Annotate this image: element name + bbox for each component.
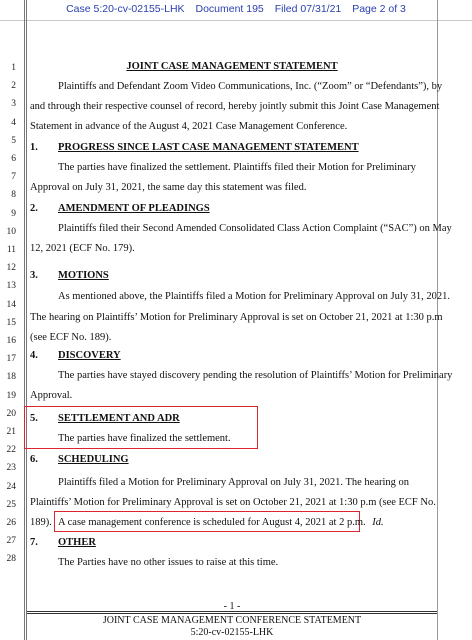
body-line: Plaintiffs’ Motion for Preliminary Approval is set on October 21, 2021 at 1:30 p.m (see ECF No. bbox=[30, 497, 436, 508]
line-number: 15 bbox=[6, 317, 16, 328]
section-number: 7. bbox=[30, 537, 38, 548]
document-title: JOINT CASE MANAGEMENT STATEMENT bbox=[126, 61, 338, 72]
line-number: 16 bbox=[6, 336, 16, 346]
line-number: 22 bbox=[6, 445, 16, 456]
header-document: Document 195 bbox=[195, 3, 264, 15]
conference-sentence: A case management conference is scheduled for August 4, 2021 at 2 p.m. bbox=[58, 517, 366, 528]
header-filed: Filed 07/31/21 bbox=[274, 3, 342, 15]
header-page: Page 2 of 3 bbox=[352, 3, 406, 15]
page-number: - 1 - bbox=[223, 601, 241, 612]
section-number: 1. bbox=[30, 142, 38, 153]
body-line: The parties have finalized the settlement. Plaintiffs filed their Motion for Preliminary bbox=[58, 162, 416, 173]
section-heading: OTHER bbox=[58, 537, 96, 548]
section-heading: SCHEDULING bbox=[58, 454, 129, 465]
line-number: 3 bbox=[11, 99, 16, 110]
line-number: 4 bbox=[11, 117, 16, 128]
line-number: 2 bbox=[11, 81, 16, 92]
line-number: 9 bbox=[11, 208, 16, 219]
line-number: 5 bbox=[11, 135, 16, 146]
section-number: 4. bbox=[30, 350, 38, 361]
line-number: 19 bbox=[6, 390, 16, 401]
footer-rule bbox=[27, 611, 437, 612]
section-number: 3. bbox=[30, 270, 38, 281]
intro-line: Plaintiffs and Defendant Zoom Video Communications, Inc. (“Zoom” or “Defendants”), by bbox=[58, 81, 443, 92]
line-number: 14 bbox=[6, 299, 16, 310]
footer-title: JOINT CASE MANAGEMENT CONFERENCE STATEMENT bbox=[102, 615, 362, 626]
body-line: As mentioned above, the Plaintiffs filed a Motion for Preliminary Approval on July 31, 2021. bbox=[58, 291, 451, 302]
footer-rule bbox=[27, 613, 437, 614]
intro-line: and through their respective counsel of record, hereby jointly submit this Joint Case Management bbox=[30, 101, 440, 112]
line-number: 20 bbox=[6, 408, 16, 419]
line-number: 18 bbox=[6, 372, 16, 383]
body-line: The parties have finalized the settlement. bbox=[58, 433, 231, 444]
line-number: 17 bbox=[6, 354, 16, 365]
section-heading: SETTLEMENT AND ADR bbox=[58, 413, 180, 424]
line-number: 26 bbox=[6, 518, 16, 528]
section-number: 5. bbox=[30, 413, 38, 424]
line-number: 11 bbox=[6, 245, 16, 255]
line-number: 24 bbox=[6, 481, 16, 492]
footer-case-number: 5:20-cv-02155-LHK bbox=[190, 627, 274, 638]
body-line: Approval. bbox=[30, 390, 73, 401]
section-heading: AMENDMENT OF PLEADINGS bbox=[58, 203, 210, 214]
line-number: 23 bbox=[6, 463, 16, 474]
line-number: 7 bbox=[11, 172, 16, 183]
line-number: 12 bbox=[6, 263, 16, 274]
line-number: 6 bbox=[11, 154, 16, 164]
body-line: Plaintiffs filed a Motion for Preliminary Approval on July 31, 2021. The hearing on bbox=[58, 477, 410, 488]
section-number: 2. bbox=[30, 203, 38, 214]
line-number: 13 bbox=[6, 281, 16, 292]
section-heading: MOTIONS bbox=[58, 270, 109, 281]
id-citation: Id. bbox=[372, 517, 384, 528]
body-line: The Parties have no other issues to raise at this time. bbox=[58, 557, 279, 568]
line-number: 25 bbox=[6, 499, 16, 510]
section-heading: PROGRESS SINCE LAST CASE MANAGEMENT STATEMENT bbox=[58, 142, 359, 153]
body-line: (see ECF No. 189). bbox=[30, 332, 112, 343]
line-number: 10 bbox=[6, 226, 16, 237]
body-line: Plaintiffs filed their Second Amended Consolidated Class Action Complaint (“SAC”) on May bbox=[58, 223, 452, 234]
line-number: 28 bbox=[6, 554, 16, 565]
body-line: 189). bbox=[30, 517, 52, 528]
body-line: The parties have stayed discovery pending the resolution of Plaintiffs’ Motion for Preliminary bbox=[58, 370, 453, 381]
line-number: 1 bbox=[11, 63, 16, 73]
line-number: 21 bbox=[6, 427, 16, 437]
intro-line: Statement in advance of the August 4, 2021 Case Management Conference. bbox=[30, 121, 348, 132]
header-case: Case 5:20-cv-02155-LHK bbox=[66, 3, 185, 15]
body-line: Approval on July 31, 2021, the same day this statement was filed. bbox=[30, 182, 307, 193]
line-number: 27 bbox=[6, 536, 16, 547]
body-line: The hearing on Plaintiffs’ Motion for Preliminary Approval is set on October 21, 2021 at 1:30 p.m bbox=[30, 312, 443, 323]
line-number: 8 bbox=[11, 190, 16, 201]
section-heading: DISCOVERY bbox=[58, 350, 121, 361]
body-line: 12, 2021 (ECF No. 179). bbox=[30, 243, 135, 254]
section-number: 6. bbox=[30, 454, 38, 465]
body-line-highlighted bbox=[58, 517, 384, 528]
